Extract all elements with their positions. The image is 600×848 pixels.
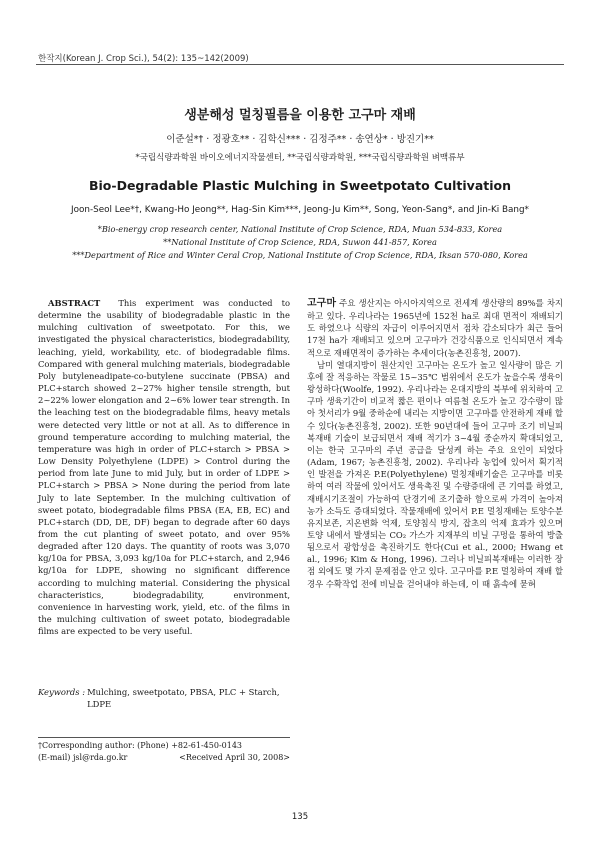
page-number: 135 [291,812,309,822]
footnote-rule [38,737,290,738]
intro-paragraph-1: 주요 생산지는 아시아지역으로 전세계 생산량의 89%를 차지하고 있다. 우리나라는 1965년에 152천 ha로 최대 면적이 재배되기도 하였으나 식량의 자급이 이루어지면서 점차 감소되다가 최근 들어 17천 ha가 재배되고 있으며 고구마가 건강식품으로 인식되면서 계속적으로 재배면적이 증가하는 추세이다(농촌진흥청, 2007). [307,298,563,358]
journal-citation: 한작지(Korean J. Crop Sci.), 54(2): 135~142(2009) [38,54,249,64]
english-authors: Joon-Seol Lee*†, Kwang-Ho Jeong**, Hag-Sin Kim***, Jeong-Ju Kim**, Song, Yeon-Sang*, and Jin-Ki Bang* [71,205,529,215]
intro-lead-word: 고구마 [307,298,336,309]
keywords [38,686,290,710]
header-rule [36,64,564,65]
abstract [38,297,290,637]
keywords-text: Mulching, sweetpotato, PBSA, PLC + Starch, LDPE [87,687,280,710]
korean-title: 생분해성 멀칭필름을 이용한 고구마 재배 [184,108,416,123]
abstract-body: This experiment was conducted to determine the usability of biodegradable plastic in the mulching cultivation of sweetpotato. For this, we investigated the physical characteristics, biodegradability, leaching, yield, workability, etc. of biodegradable films. Compared with general mulching materials, biodegradable Poly butyleneadipate-co-butylene succinate (PBSA) and PLC+starch showed 2~27% higher tensile strength, but 2~22% lower elongation and 2~6% lower tear strength. In the leaching test on the biodegradable films, heavy metals were detected very little or not at all. As to difference in ground temperature according to mulching material, the temperature was high in order of PLC+starch > PBSA > Low Density Polyethylene (LDPE) > Control during the period from late June to mid July, but in order of LDPE > PLC+starch > PBSA > None during the period from late July to late September. In the mulching cultivation of sweet potato, biodegradable films PBSA (EA, EB, EC) and PLC+starch (DD, DE, DF) began to degrade after 60 days from the cut planting of sweet potato, and over 95% degraded after 120 days. The quantity of roots was 3,070 kg/10a for PBSA, 3,093 kg/10a for PLC+starch, and 2,946 kg/10a for LDPE, showing no significant difference according to mulching material. Considering the physical characteristics, biodegradability, environment, convenience in harvesting work, yield, etc. of the films in the mulching cultivation of sweet potato, biodegradable films are expected to be very useful. [38,298,290,637]
footnote-email: (E-mail) jsl@rda.go.kr [38,753,128,762]
english-affiliation-2: **National Institute of Crop Science, RDA, Suwon 441-857, Korea [163,237,437,247]
footnote-line-2 [38,753,290,762]
introduction [307,297,563,590]
intro-paragraph-2: 남미 열대지방이 원산지인 고구마는 온도가 높고 일사량이 많은 기후에 잘 적응하는 작물로 15~35℃ 범위에서 온도가 높을수록 생육이 왕성하다(Woolfe, 1992). 우리나라는 온대지방의 북부에 위치하여 고구마 생육기간이 비교적 짧은 편이나 여름철 온도가 높고 강수량이 많아 첫서리가 9월 중하순에 내리는 지방이면 고구마를 안전하게 재배 할 수 있다(농촌진흥청, 2002). 또한 90년대에 들어 고구마 조기 비닐피복재배 기술이 보급되면서 재배 적기가 3~4월 중순까지 확대되었고, 이는 한국 고구마의 주년 공급을 달성케 하는 주요 요인이 되었다(Adam, 1967; 농촌진흥청, 2002). 우리나라 농업에 있어서 획기적인 발전을 가져온 P.E(Polyethylene) 멀칭재배기술은 고구마를 비롯하여 여러 작물에 있어서도 생육촉진 및 수량증대에 큰 기여를 하였고, 재배시기조절이 가능하여 단경기에 조기출하 함으로써 가격이 높아져 농가 소득도 증대되었다. 작물재배에 있어서 P.E 멀칭재배는 토양수분 유지보존, 지온변화 억제, 토양침식 방지, 잡초의 억제 효과가 있으며 토양 내에서 발생되는 CO₂ 가스가 지재부의 비닐 구멍을 통하여 방출됨으로서 광합성을 촉진하기도 한다(Cui et al., 2000; Hwang et al., 1996; Kim & Hong, 1996). 그러나 비닐피복재배는 이러한 장점 외에도 몇 가지 문제점을 안고 있다. 고구마를 P.E 멀칭하여 재배 할 경우 수확작업 전에 비닐을 걷어내야 하는데, 이 때 흙속에 묻혀 [307,359,563,589]
footnote-corresponding: †Corresponding author: (Phone) +82-61-450-0143 [38,741,243,750]
korean-affiliations: *국립식량과학원 바이오에너지작물센터, **국립식량과학원, ***국립식량과학원 벼맥류부 [135,153,465,163]
english-affiliation-3: ***Department of Rice and Winter Ceral Crop, National Institute of Crop Science, RDA, Iksan 570-080, Korea [72,250,528,260]
footnote-received: <Received April 30, 2008> [179,753,290,762]
english-affiliation-1: *Bio-energy crop research center, National Institute of Crop Science, RDA, Muan 534-833, Korea [97,224,503,234]
english-title: Bio-Degradable Plastic Mulching in Sweetpotato Cultivation [88,178,511,193]
korean-authors: 이준설*† · 정광호** · 김학신*** · 김정주** · 송연상* · 방진기** [166,134,434,145]
abstract-heading: ABSTRACT [48,298,101,308]
keywords-label: Keywords : [38,687,86,697]
